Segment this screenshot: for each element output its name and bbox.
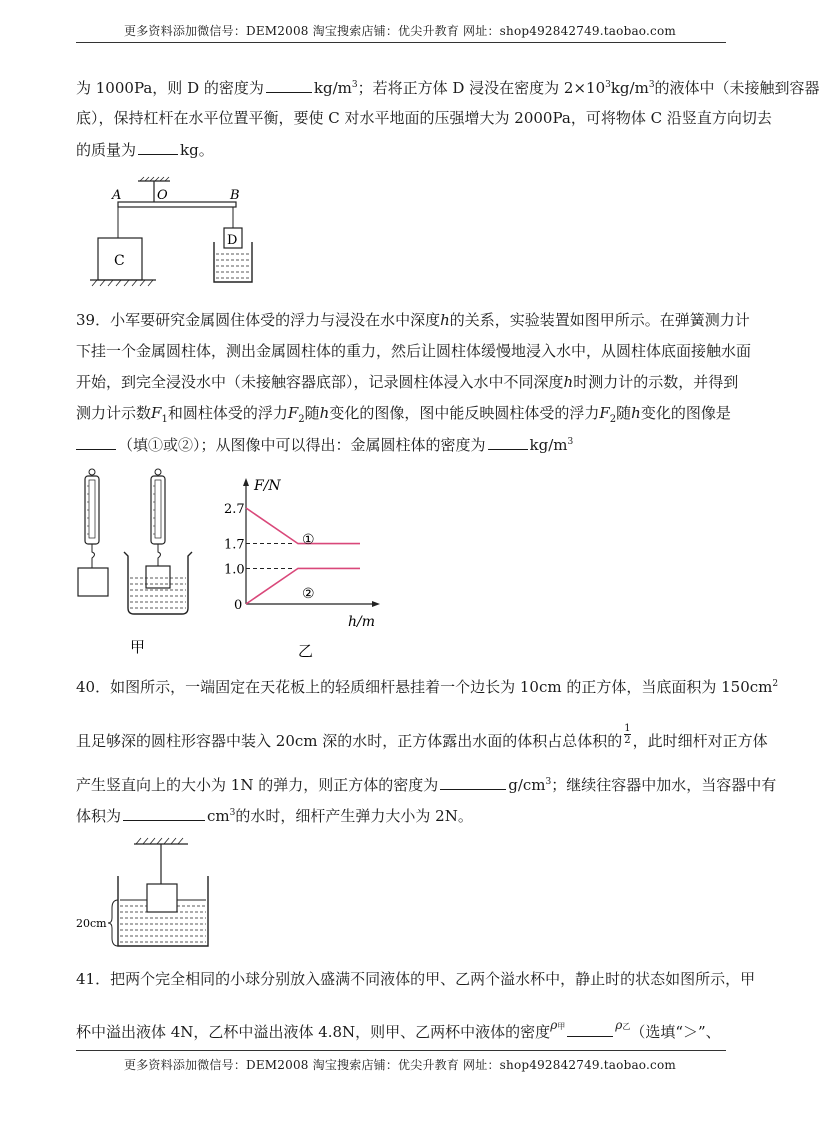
q40-blank-volume	[123, 804, 205, 821]
q40-line-4: 体积为 $cm^3$的水时，细杆产生弹力大小为 2N。	[76, 804, 726, 827]
q38-blank-mass	[138, 138, 178, 155]
q40-line-3: 产生竖直向上的大小为 1N 的弹力，则正方体的密度为 $g/cm^3$；继续往容器中加水，当容器中有	[76, 773, 726, 796]
label-jia: 甲	[130, 638, 146, 656]
series-2-label: ②	[302, 586, 315, 602]
page-footer: 更多资料添加微信号：DEM2008 淘宝搜索店铺：优尖升教育 网址：shop492842749.taobao.com	[124, 1058, 676, 1072]
q38-line-1: 为 1000Pa，则 D 的密度为 $kg/m^3$；若将正方体 D 浸没在密度为 $2\times 10^3kg/m^3$的液体中（未接触到容器	[76, 76, 726, 99]
q41-blank-compare	[567, 1020, 613, 1037]
depth-label: 20cm	[76, 917, 107, 930]
cube-container-figure	[76, 834, 226, 958]
label-A: A	[112, 188, 122, 203]
q39-blank-choice	[76, 433, 116, 450]
rho-yi: ρ乙	[615, 1018, 631, 1032]
page-header: 更多资料添加微信号：DEM2008 淘宝搜索店铺：优尖升教育 网址：shop492842749.taobao.com	[124, 24, 676, 38]
depth-brace	[108, 900, 118, 946]
y-axis-label: F/N	[254, 478, 281, 494]
q40-line-1: 40．如图所示，一端固定在天花板上的轻质细杆悬挂着一个边长为 10cm 的正方体，当底面积为 $150cm^2$	[76, 678, 779, 696]
q39-line-5: （填①或②）；从图像中可以得出：金属圆柱体的密度为 $kg/m^3$	[76, 433, 726, 456]
q40-blank-density	[440, 773, 506, 790]
footer-rule	[76, 1050, 726, 1051]
q39-blank-density	[488, 433, 528, 450]
q41-line-1: 41．把两个完全相同的小球分别放入盛满不同液体的甲、乙两个溢水杯中，静止时的状态如图所示，甲	[76, 970, 756, 988]
spring-scale-figure	[72, 468, 202, 660]
q39-line-3: 开始，到完全浸没水中（未接触容器底部），记录圆柱体浸入水中不同深度h时测力计的示数，并得到	[76, 373, 739, 391]
label-yi: 乙	[298, 642, 314, 660]
rho-jia: ρ甲	[550, 1018, 566, 1032]
q38-line-3: 的质量为 kg。	[76, 138, 726, 161]
y-tick-label: 1.0	[224, 562, 245, 578]
label-O: O	[157, 188, 168, 203]
y-tick-label: 2.7	[224, 502, 245, 517]
q40-line-2: 且足够深的圆柱形容器中装入 20cm 深的水时，正方体露出水面的体积占总体积的 $\frac{1}{2}$ ，此时细杆对正方体	[76, 722, 768, 750]
header-rule	[76, 42, 726, 43]
y-tick-label: 0	[234, 598, 243, 613]
q41-line-2: 杯中溢出液体 4N，乙杯中溢出液体 4.8N，则甲、乙两杯中液体的密度ρ甲 ρ乙（选填“＞”、	[76, 1020, 726, 1046]
cylinder-in-air	[78, 568, 108, 596]
label-B: B	[230, 188, 240, 203]
q39-line-2: 下挂一个金属圆柱体，测出金属圆柱体的重力，然后让圆柱体缓慢地浸入水中，从圆柱体底面接触水面	[76, 342, 752, 360]
svg-text:C: C	[114, 253, 125, 269]
q38-line-2: 底），保持杠杆在水平位置平衡，要使 C 对水平地面的压强增大为 2000Pa，可将物体 C 沿竖直方向切去	[76, 109, 772, 127]
q38-blank-density	[266, 76, 312, 93]
cube	[147, 884, 177, 912]
svg-text:D: D	[227, 233, 238, 248]
y-tick-label: 1.7	[224, 537, 245, 553]
q39-line-4: 测力计示数$F_1$和圆柱体受的浮力$F_2$随h变化的图像，图中能反映圆柱体受的浮力$F_2$随h变化的图像是	[76, 404, 731, 425]
buoyancy-graph	[222, 476, 382, 662]
q39-line-1: 39．小军要研究金属圆住体受的浮力与浸没在水中深度h的关系，实验装置如图甲所示。在弹簧测力计	[76, 311, 750, 329]
x-axis-label: h/m	[348, 614, 376, 630]
series-1-label: ①	[302, 532, 315, 548]
lever-figure	[90, 178, 270, 290]
cylinder-in-water	[146, 566, 170, 588]
fraction-one-half: $\frac{1}{2}$	[624, 722, 631, 746]
